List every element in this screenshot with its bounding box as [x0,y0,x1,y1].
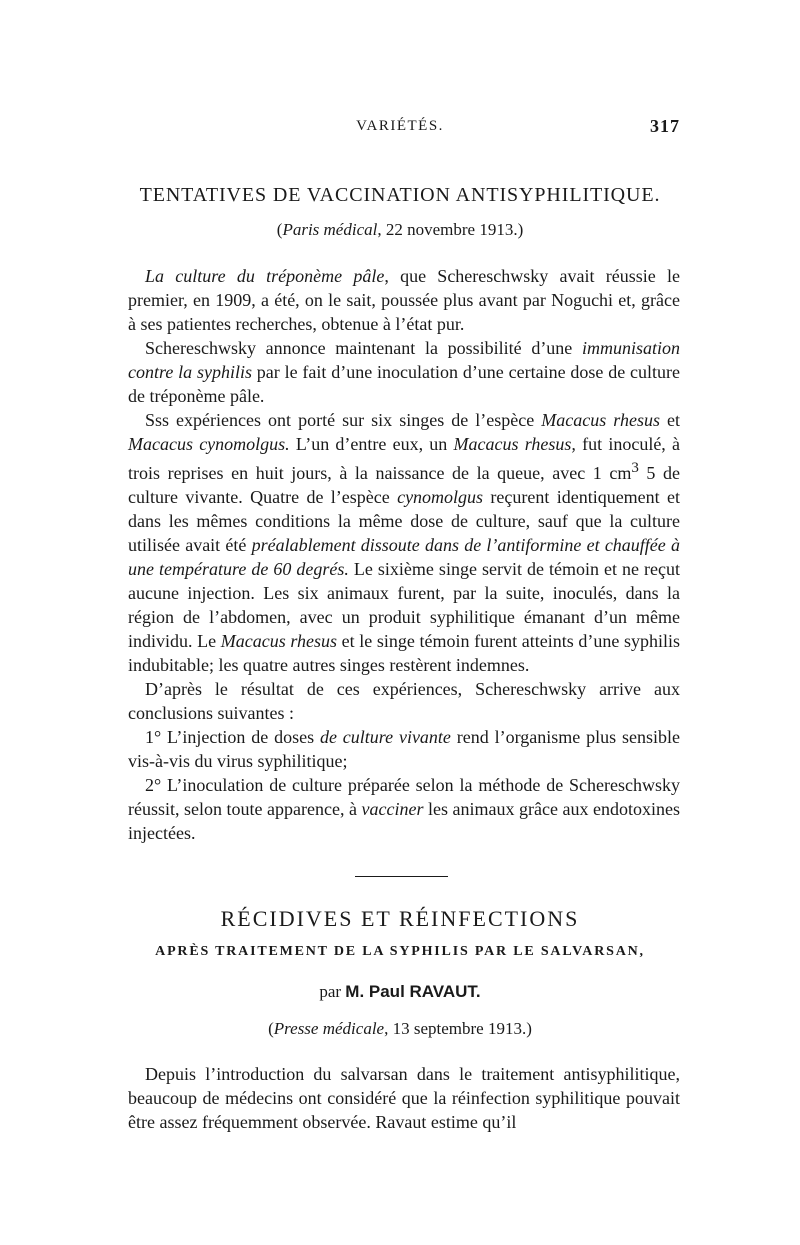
article-source: (Paris médical, 22 novembre 1913.) [276,220,524,239]
journal-name: Presse médicale [273,1019,385,1038]
paragraph: Depuis l’introduction du salvarsan dans le traitement antisyphilitique, beaucoup de médecins ont considéré que la réinfection syphilitique pouvait être assez fréquemment observée. Ravaut estime qu’il [128,1064,680,1132]
list-item: 2° L’inoculation de culture préparée selon la méthode de Schereschwsky réussit, selon toute apparence, à vacciner les animaux grâce aux endotoxines injectées. [128,775,680,843]
list-item: 1° L’injection de doses de culture vivante rend l’organisme plus sensible vis-à-vis du virus syphilitique; [128,727,680,771]
journal-name: Paris médical [282,220,378,239]
article-body [128,264,680,845]
paragraph: Schereschwsky annonce maintenant la possibilité d’une immunisation contre la syphilis par le fait d’une inoculation d’une certaine dose de culture de tréponème pâle. [128,338,680,406]
article-author: par M. Paul RAVAUT. [319,982,481,1001]
article-source: (Presse médicale, 13 septembre 1913.) [268,1019,532,1038]
article-body [128,1062,680,1134]
running-header: VARIÉTÉS. [356,118,444,134]
paragraph: La culture du tréponème pâle, que Schereschwsky avait réussie le premier, en 1909, a été, on le sait, poussée plus avant par Noguchi et, grâce à ses patientes recherches, obtenue à l’état pur. [128,266,680,334]
article-title: RÉCIDIVES ET RÉINFECTIONS [220,906,580,931]
paragraph: Sss expériences ont porté sur six singes de l’espèce Macacus rhesus et Macacus cynomolgus. L’un d’entre eux, un Macacus rhesus, fut inoculé, à trois reprises en huit jours, à la naissance de la queue, avec 1 $cm^3$ 5 de culture vivante. Quatre de l’espèce cynomolgus reçurent identiquement et dans les mêmes conditions la même dose de culture, sauf que la culture utilisée avait été préalablement dissoute dans de l’antiformine et chauffée à une température de 60 degrés. Le sixième singe servit de témoin et ne reçut aucune injection. Les six animaux furent, par la suite, inoculés, dans la région de l’abdomen, avec un produit syphilitique émanant d’un même individu. Le Macacus rhesus et le singe témoin furent atteints d’une syphilis indubitable; les quatre autres singes restèrent indemnes. [128,410,681,675]
article-subtitle: APRÈS TRAITEMENT DE LA SYPHILIS PAR LE SALVARSAN, [155,944,645,959]
paragraph: D’après le résultat de ces expériences, Schereschwsky arrive aux conclusions suivantes : [128,679,680,723]
section-divider [355,876,448,877]
article-title: TENTATIVES DE VACCINATION ANTISYPHILITIQUE. [139,184,661,206]
page-number: 317 [650,116,680,136]
